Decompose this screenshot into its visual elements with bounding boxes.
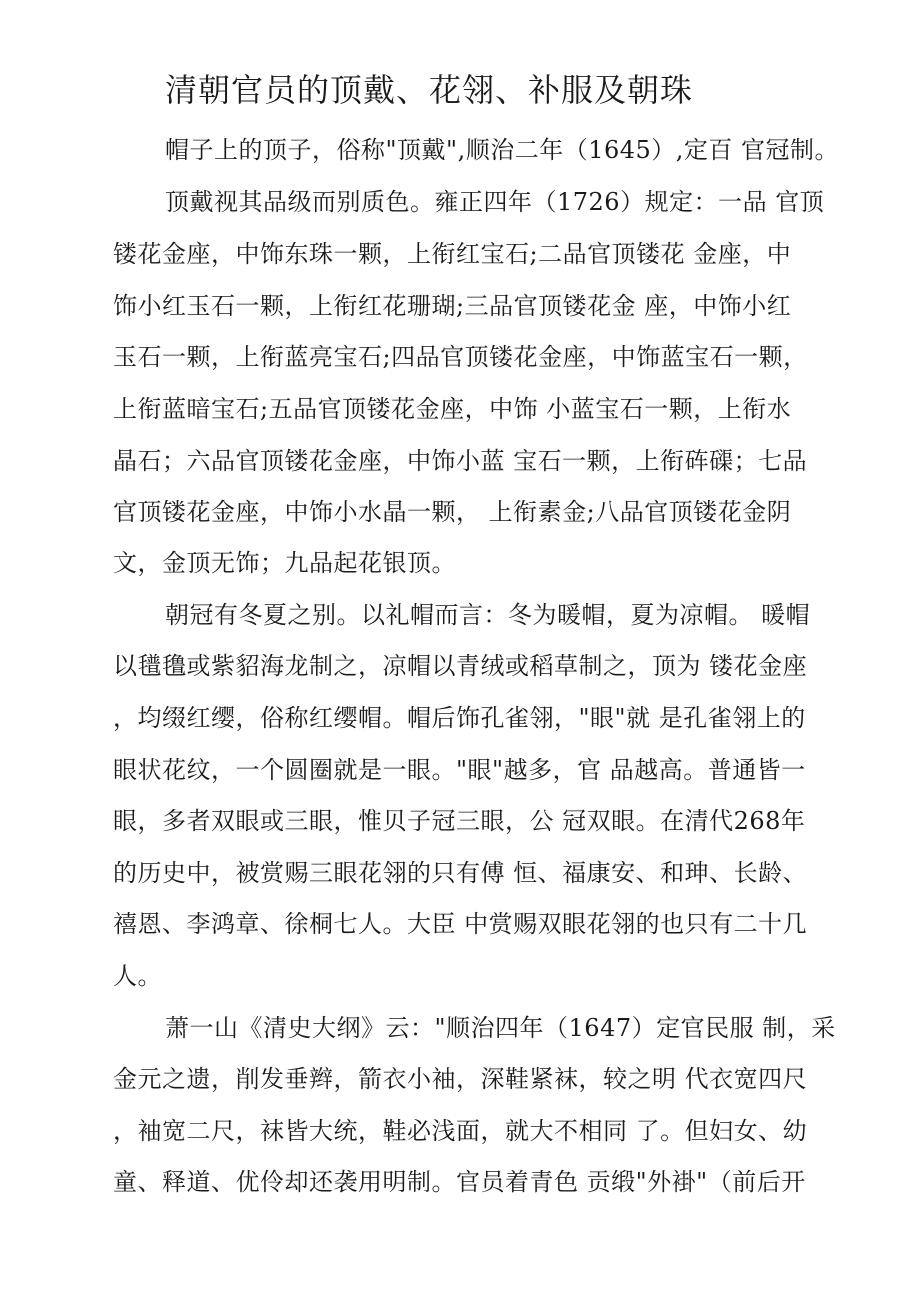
text-line: 禧恩、李鸿章、徐桐七人。大臣 中赏赐双眼花翎的也只有二十几	[113, 910, 808, 938]
text-line: 眼，多者双眼或三眼，惟贝子冠三眼，公 冠双眼。在清代268年	[113, 807, 806, 835]
text-line: 朝冠有冬夏之别。以礼帽而言：冬为暖帽，夏为凉帽。 暖帽	[165, 601, 811, 629]
text-line: 晶石；六品官顶镂花金座，中饰小蓝 宝石一颗，上衔砗磲；七品	[113, 447, 808, 475]
text-line: 的历史中，被赏赐三眼花翎的只有傅 恒、福康安、和珅、长龄、	[113, 859, 808, 887]
text-line: 文，金顶无饰；九品起花银顶。	[113, 549, 456, 577]
text-line: 上衔蓝暗宝石;五品官顶镂花金座，中饰 小蓝宝石一颗，上衔水	[113, 395, 792, 423]
text-line: 以氆氇或紫貂海龙制之，凉帽以青绒或稻草制之，顶为 镂花金座	[113, 652, 808, 680]
text-line: 金元之遗，削发垂辫，箭衣小袖，深鞋紧袜，较之明 代衣宽四尺	[113, 1065, 808, 1093]
text-line: ，均缀红缨，俗称红缨帽。帽后饰孔雀翎，"眼"就 是孔雀翎上的	[113, 704, 806, 732]
text-line: 童、释道、优伶却还袭用明制。官员着青色 贡缎"外褂"（前后开	[113, 1168, 806, 1196]
text-line: 眼状花纹，一个圆圈就是一眼。"眼"越多，官 品越高。普通皆一	[113, 756, 806, 784]
text-line: 人。	[113, 962, 162, 990]
text-line: 萧一山《清史大纲》云："顺治四年（1647）定官民服 制，采	[165, 1014, 836, 1042]
text-line: ，袖宽二尺，袜皆大统，鞋必浅面，就大不相同 了。但妇女、幼	[113, 1117, 808, 1145]
text-line: 玉石一颗，上衔蓝亮宝石;四品官顶镂花金座，中饰蓝宝石一颗，	[113, 343, 808, 371]
text-line: 饰小红玉石一颗，上衔红花珊瑚;三品官顶镂花金 座，中饰小红	[113, 292, 792, 320]
document-title: 清朝官员的顶戴、花翎、补服及朝珠	[165, 71, 694, 109]
text-line: 帽子上的顶子，俗称"顶戴",顺治二年（1645）,定百 官冠制。	[165, 136, 840, 164]
text-line: 顶戴视其品级而别质色。雍正四年（1726）规定：一品 官顶	[165, 188, 825, 216]
text-line: 官顶镂花金座，中饰小水晶一颗， 上衔素金;八品官顶镂花金阴	[113, 498, 792, 526]
text-line: 镂花金座，中饰东珠一颗，上衔红宝石;二品官顶镂花 金座，中	[113, 240, 792, 268]
